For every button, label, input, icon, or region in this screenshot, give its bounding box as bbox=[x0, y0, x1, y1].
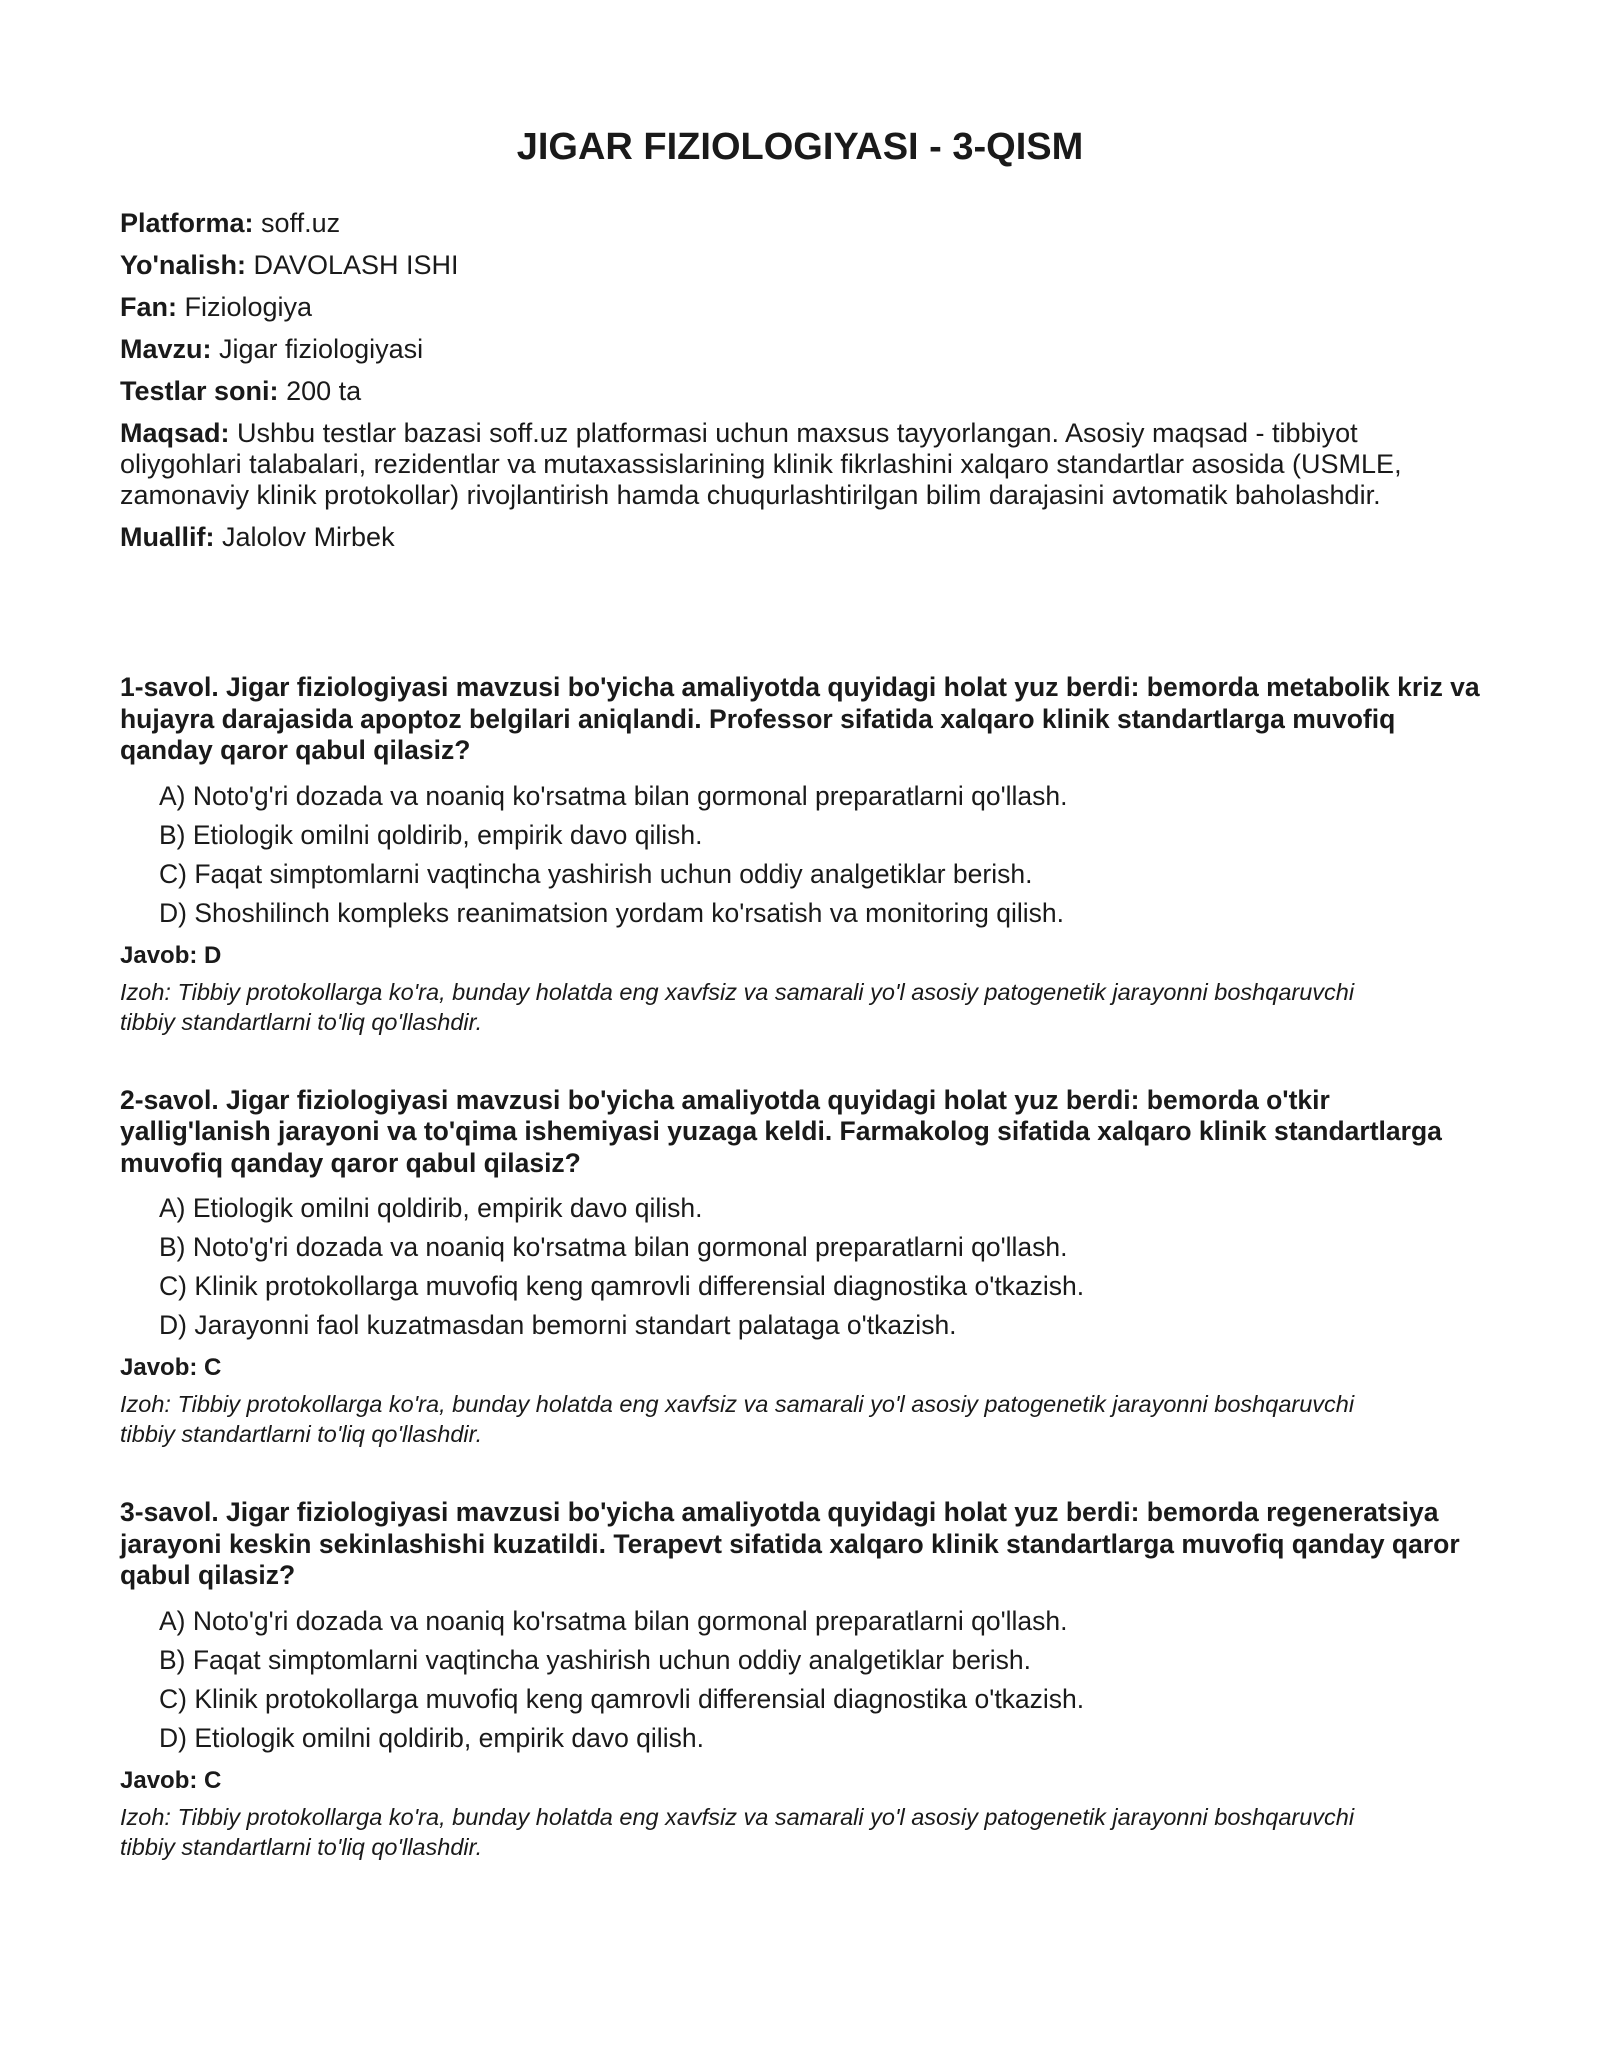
meta-tests-count bbox=[120, 370, 1460, 412]
question-text: 3-savol. Jigar fiziologiyasi mavzusi bo'yicha amaliyotda quyidagi holat yuz berdi: bemorda regeneratsiya jarayoni keskin sekinlashishi kuzatildi. Terapevt sifatida xalqaro klinik standartlarga muvofiq qanday qaror qabul qilasiz? bbox=[120, 1497, 1460, 1590]
meta-author-label: Muallif: bbox=[120, 522, 215, 552]
meta-topic-value: Jigar fiziologiyasi bbox=[219, 334, 424, 364]
question-text: 1-savol. Jigar fiziologiyasi mavzusi bo'yicha amaliyotda quyidagi holat yuz berdi: bemorda metabolik kriz va hujayra darajasida apoptoz belgilari aniqlandi. Professor sifatida xalqaro klinik standartlarga muvofiq qanday qaror qabul qilasiz? bbox=[120, 672, 1480, 765]
question-list bbox=[120, 672, 1480, 1910]
meta-tests-value: 200 ta bbox=[286, 376, 362, 406]
question-text: 2-savol. Jigar fiziologiyasi mavzusi bo'yicha amaliyotda quyidagi holat yuz berdi: bemorda o'tkir yallig'lanish jarayoni va to'qima ishemiyasi yuzaga keldi. Farmakolog sifatida xalqaro klinik standartlarga muvofiq qanday qaror qabul qilasiz? bbox=[120, 1084, 1442, 1178]
answer-options bbox=[120, 1602, 1480, 1758]
meta-tests-label: Testlar soni: bbox=[120, 376, 279, 406]
option-d: D) Shoshilinch kompleks reanimatsion yordam ko'rsatish va monitoring qilish. bbox=[159, 897, 1064, 928]
meta-platform-label: Platforma: bbox=[120, 208, 254, 238]
answer-explanation: Izoh: Tibbiy protokollarga ko'ra, bunday holatda eng xavfsiz va samarali yo'l asosiy patogenetik jarayonni boshqaruvchi tibbiy standartlarni to'liq qo'llashdir. bbox=[120, 1803, 1355, 1860]
option-d: D) Jarayonni faol kuzatmasdan bemorni standart palataga o'tkazish. bbox=[159, 1310, 957, 1340]
question-block bbox=[120, 672, 1480, 1037]
meta-purpose bbox=[120, 418, 1460, 511]
question-block bbox=[120, 1085, 1480, 1450]
option-a: A) Noto'g'ri dozada va noaniq ko'rsatma bilan gormonal preparatlarni qo'llash. bbox=[159, 780, 1068, 811]
meta-topic-label: Mavzu: bbox=[120, 334, 212, 364]
meta-platform bbox=[120, 202, 1460, 244]
meta-platform-value: soff.uz bbox=[261, 208, 341, 238]
option-a: A) Noto'g'ri dozada va noaniq ko'rsatma bilan gormonal preparatlarni qo'llash. bbox=[159, 1605, 1068, 1636]
answer-explanation: Izoh: Tibbiy protokollarga ko'ra, bunday holatda eng xavfsiz va samarali yo'l asosiy patogenetik jarayonni boshqaruvchi tibbiy standartlarni to'liq qo'llashdir. bbox=[120, 978, 1355, 1035]
meta-purpose-value: Ushbu testlar bazasi soff.uz platformasi uchun maxsus tayyorlangan. Asosiy maqsad - tibbiyot oliygohlari talabalari, rezidentlar va mutaxassislarining klinik fikrlashini xalqaro standartlar asosida (USMLE, zamonaviy klinik protokollar) rivojlantirish hamda chuqurlashtirilgan bilim darajasini avtomatik baholashdir. bbox=[120, 418, 1402, 510]
meta-direction bbox=[120, 244, 1460, 286]
meta-topic bbox=[120, 328, 1460, 370]
meta-direction-label: Yo'nalish: bbox=[120, 250, 246, 280]
meta-subject-label: Fan: bbox=[120, 292, 177, 322]
meta-author bbox=[120, 516, 1460, 558]
document-meta bbox=[120, 202, 1460, 558]
meta-author-value: Jalolov Mirbek bbox=[222, 522, 395, 552]
answer-options bbox=[120, 1189, 1480, 1345]
document-title: JIGAR FIZIOLOGIYASI - 3-QISM bbox=[516, 126, 1084, 168]
question-block bbox=[120, 1497, 1480, 1862]
option-c: C) Klinik protokollarga muvofiq keng qamrovli differensial diagnostika o'tkazish. bbox=[159, 1271, 1085, 1301]
answer-explanation: Izoh: Tibbiy protokollarga ko'ra, bunday holatda eng xavfsiz va samarali yo'l asosiy patogenetik jarayonni boshqaruvchi tibbiy standartlarni to'liq qo'llashdir. bbox=[120, 1391, 1355, 1447]
answer-options bbox=[120, 777, 1480, 933]
option-a: A) Etiologik omilni qoldirib, empirik davo qilish. bbox=[159, 1193, 703, 1223]
correct-answer: Javob: C bbox=[120, 1354, 222, 1381]
option-c: C) Faqat simptomlarni vaqtincha yashirish uchun oddiy analgetiklar berish. bbox=[159, 858, 1033, 889]
correct-answer: Javob: C bbox=[120, 1766, 222, 1794]
option-d: D) Etiologik omilni qoldirib, empirik davo qilish. bbox=[159, 1722, 704, 1753]
meta-subject-value: Fiziologiya bbox=[184, 292, 313, 322]
option-c: C) Klinik protokollarga muvofiq keng qamrovli differensial diagnostika o'tkazish. bbox=[159, 1683, 1085, 1714]
meta-purpose-label: Maqsad: bbox=[120, 418, 230, 448]
meta-direction-value: DAVOLASH ISHI bbox=[253, 250, 459, 280]
correct-answer: Javob: D bbox=[120, 941, 222, 969]
option-b: B) Etiologik omilni qoldirib, empirik davo qilish. bbox=[159, 819, 703, 850]
option-b: B) Noto'g'ri dozada va noaniq ko'rsatma bilan gormonal preparatlarni qo'llash. bbox=[159, 1232, 1068, 1262]
option-b: B) Faqat simptomlarni vaqtincha yashirish uchun oddiy analgetiklar berish. bbox=[159, 1644, 1031, 1675]
meta-subject bbox=[120, 286, 1460, 328]
